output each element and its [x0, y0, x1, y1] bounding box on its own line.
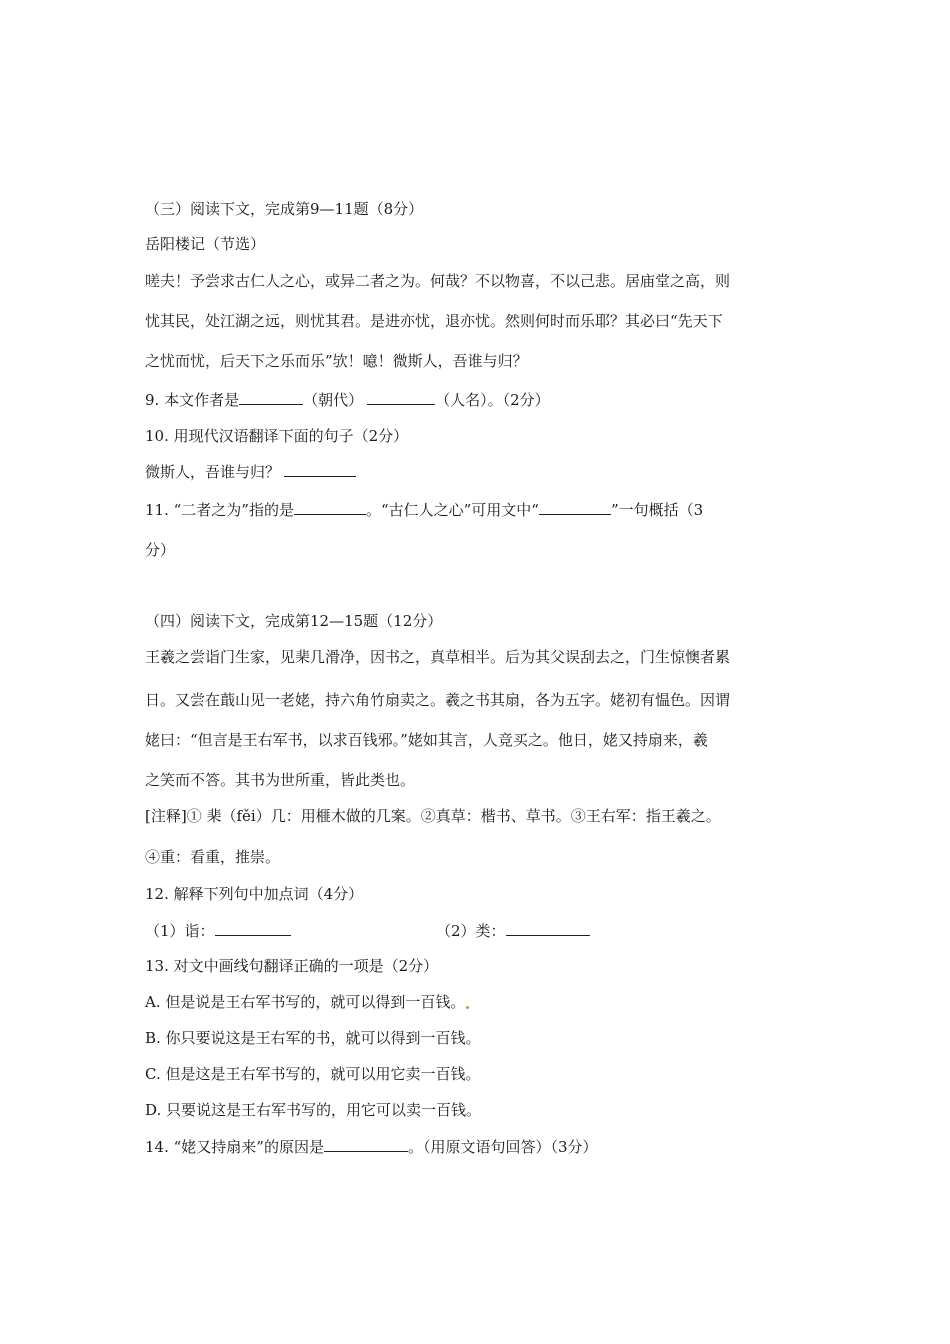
answer-blank[interactable] — [367, 389, 435, 405]
question-14-text-a: 14. “姥又持扇来”的原因是 — [145, 1138, 324, 1156]
section3-passage-line-3: 之忧而忧，后天下之乐而乐”欤！噫！微斯人，吾谁与归？ — [145, 352, 528, 370]
section4-passage-line-2: 日。又尝在蕺山见一老姥，持六角竹扇卖之。羲之书其扇，各为五字。姥初有愠色。因谓 — [145, 691, 731, 709]
question-11-text-b: 。“古仁人之心”可用文中“ — [365, 501, 539, 519]
question-11-cont: 分） — [145, 541, 176, 559]
question-13: 13. 对文中画线句翻译正确的一项是（2分） — [145, 957, 439, 975]
option-c[interactable]: C. 但是这是王右军书写的，就可以用它卖一百钱。 — [145, 1065, 481, 1083]
section4-passage-line-4: 之笑而不答。其书为世所重，皆此类也。 — [145, 771, 416, 789]
question-10-sentence-text: 微斯人，吾谁与归？ — [145, 463, 281, 481]
answer-blank[interactable] — [215, 920, 291, 936]
section3-header: （三）阅读下文，完成第9—11题（8分） — [145, 200, 424, 218]
question-9-text-a: 9. 本文作者是 — [145, 391, 240, 409]
section4-passage-line-3: 姥曰：“但言是王右军书，以求百钱邪。”姥如其言，人竞买之。他日，姥又持扇来，羲 — [145, 731, 708, 749]
option-a[interactable] — [145, 992, 469, 1012]
question-10: 10. 用现代汉语翻译下面的句子（2分） — [145, 427, 409, 445]
notes-line-1: [注释]① 棐（fěi）几：用榧木做的几案。②真草：楷书、草书。③王右军：指王羲之。 — [145, 807, 721, 825]
mark-dot-icon — [466, 1006, 469, 1009]
section3-passage-line-2: 忧其民，处江湖之远，则忧其君。是进亦忧，退亦忧。然则何时而乐耶？其必曰“先天下 — [145, 312, 723, 330]
section3-passage-line-1: 嗟夫！予尝求古仁人之心，或异二者之为。何哉？不以物喜，不以己悲。居庙堂之高，则 — [145, 272, 731, 290]
answer-blank[interactable] — [506, 920, 590, 936]
question-14-text-b: 。（用原文语句回答）（3分） — [407, 1138, 598, 1156]
question-9-text-c: （人名）。（2分） — [435, 391, 550, 409]
answer-blank[interactable] — [324, 1136, 408, 1152]
answer-blank[interactable] — [239, 389, 303, 405]
question-11 — [145, 499, 703, 520]
question-12-items — [145, 920, 605, 941]
question-12-item-1: （1）诣： — [145, 922, 215, 940]
answer-blank[interactable] — [294, 499, 366, 515]
section3-title: 岳阳楼记（节选） — [145, 235, 266, 253]
question-12-item-2-wrap — [436, 920, 590, 941]
question-9-text-b: （朝代） — [303, 391, 364, 409]
option-a-text: A. 但是说是王右军书写的，就可以得到一百钱。 — [145, 993, 466, 1011]
question-11-text-c: ”一句概括（3 — [610, 501, 704, 519]
question-10-sentence — [145, 461, 356, 482]
question-11-text-a: 11. “二者之为”指的是 — [145, 501, 294, 519]
question-9 — [145, 389, 550, 410]
section4-passage-line-1: 王羲之尝诣门生家，见棐几滑净，因书之，真草相半。后为其父误刮去之，门生惊懊者累 — [145, 648, 731, 666]
section4-header: （四）阅读下文，完成第12—15题（12分） — [145, 612, 443, 630]
option-d[interactable]: D. 只要说这是王右军书写的，用它可以卖一百钱。 — [145, 1101, 482, 1119]
answer-blank[interactable] — [539, 499, 611, 515]
question-12-item-2: （2）类： — [436, 922, 506, 940]
notes-line-2: ④重：看重，推崇。 — [145, 848, 281, 866]
option-b[interactable]: B. 你只要说这是王右军的书，就可以得到一百钱。 — [145, 1029, 481, 1047]
answer-blank[interactable] — [284, 461, 356, 477]
question-12: 12. 解释下列句中加点词（4分） — [145, 885, 364, 903]
question-14 — [145, 1136, 598, 1157]
